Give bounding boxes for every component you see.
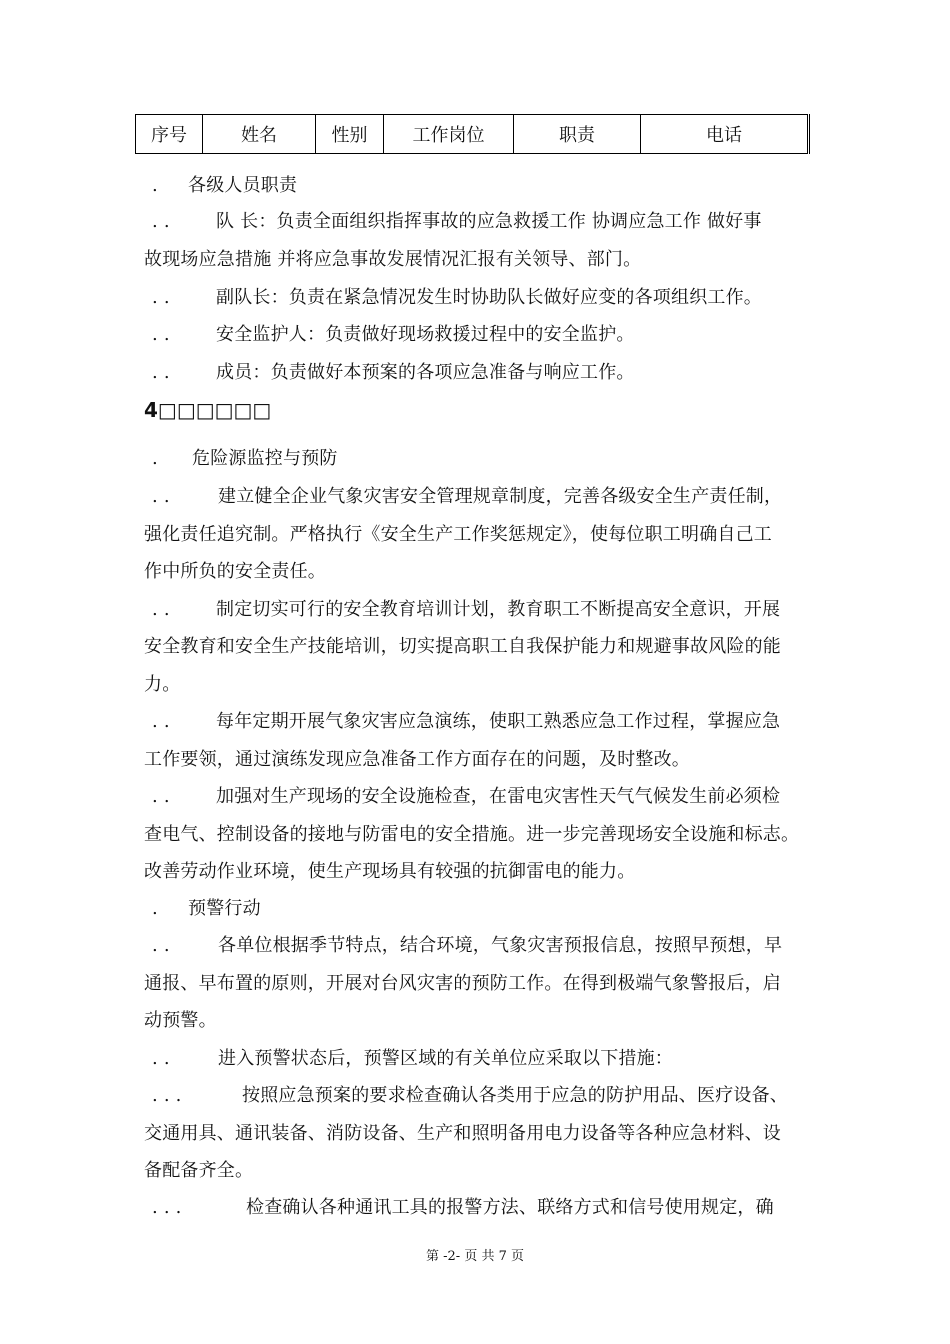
paragraph-line: 力。: [144, 674, 181, 695]
table-header-cell: 姓名: [203, 115, 316, 154]
table-header-cell: 性别: [316, 115, 384, 154]
paragraph-line: . . 副队长：负责在紧急情况发生时协助队长做好应变的各项组织工作。: [152, 287, 762, 308]
paragraph-line: . . . 按照应急预案的要求检查确认各类用于应急的防护用品、医疗设备、: [152, 1085, 788, 1106]
paragraph-line: . . 安全监护人：负责做好现场救援过程中的安全监护。: [152, 324, 635, 345]
paragraph-line: 工作要领，通过演练发现应急准备工作方面存在的问题，及时整改。: [144, 749, 690, 770]
page-footer: 第 -2- 页 共 7 页: [426, 1249, 524, 1264]
paragraph-line: 查电气、控制设备的接地与防雷电的安全措施。进一步完善现场安全设施和标志。: [144, 824, 800, 845]
paragraph-line: 动预警。: [144, 1010, 217, 1031]
paragraph-line: 备配备齐全。: [144, 1160, 254, 1181]
subsection-title: . 预警行动: [152, 898, 261, 919]
paragraph-line: . . 建立健全企业气象灾害安全管理规章制度，完善各级安全生产责任制，: [152, 486, 783, 507]
table-header-cell: 职责: [514, 115, 641, 154]
table-header-cell: 工作岗位: [384, 115, 514, 154]
table-header-cell: 序号: [136, 115, 203, 154]
paragraph-line: 安全教育和安全生产技能培训，切实提高职工自我保护能力和规避事故风险的能: [144, 636, 781, 657]
paragraph-line: . . 进入预警状态后，预警区域的有关单位应采取以下措施：: [152, 1048, 673, 1069]
subsection-title: . 各级人员职责: [152, 175, 298, 196]
table-header-row: [136, 115, 809, 154]
paragraph-line: . . 每年定期开展气象灾害应急演练，使职工熟悉应急工作过程，掌握应急: [152, 711, 781, 732]
paragraph-line: 作中所负的安全责任。: [144, 561, 326, 582]
section-heading: 4□□□□□□: [144, 398, 272, 422]
paragraph-line: . . 队 长：负责全面组织指挥事故的应急救援工作 协调应急工作 做好事: [152, 211, 762, 232]
paragraph-line: 故现场应急措施 并将应急事故发展情况汇报有关领导、部门。: [144, 249, 642, 270]
paragraph-line: 通报、早布置的原则，开展对台风灾害的预防工作。在得到极端气象警报后，启: [144, 973, 781, 994]
paragraph-line: . . 加强对生产现场的安全设施检查，在雷电灾害性天气气候发生前必须检: [152, 786, 781, 807]
staff-table: [135, 114, 810, 154]
paragraph-line: . . 制定切实可行的安全教育培训计划，教育职工不断提高安全意识，开展: [152, 599, 781, 620]
paragraph-line: . . . 检查确认各种通讯工具的报警方法、联络方式和信号使用规定，确: [152, 1197, 774, 1218]
paragraph-line: 交通用具、通讯装备、消防设备、生产和照明备用电力设备等各种应急材料、设: [144, 1123, 781, 1144]
paragraph-line: 强化责任追究制。严格执行《安全生产工作奖惩规定》，使每位职工明确自己工: [144, 524, 772, 545]
subsection-title: . 危险源监控与预防: [152, 448, 338, 469]
paragraph-line: 改善劳动作业环境，使生产现场具有较强的抗御雷电的能力。: [144, 861, 636, 882]
paragraph-line: . . 成员：负责做好本预案的各项应急准备与响应工作。: [152, 362, 635, 383]
table-header-cell: 电话: [641, 115, 809, 154]
paragraph-line: . . 各单位根据季节特点，结合环境，气象灾害预报信息，按照早预想，早: [152, 935, 783, 956]
